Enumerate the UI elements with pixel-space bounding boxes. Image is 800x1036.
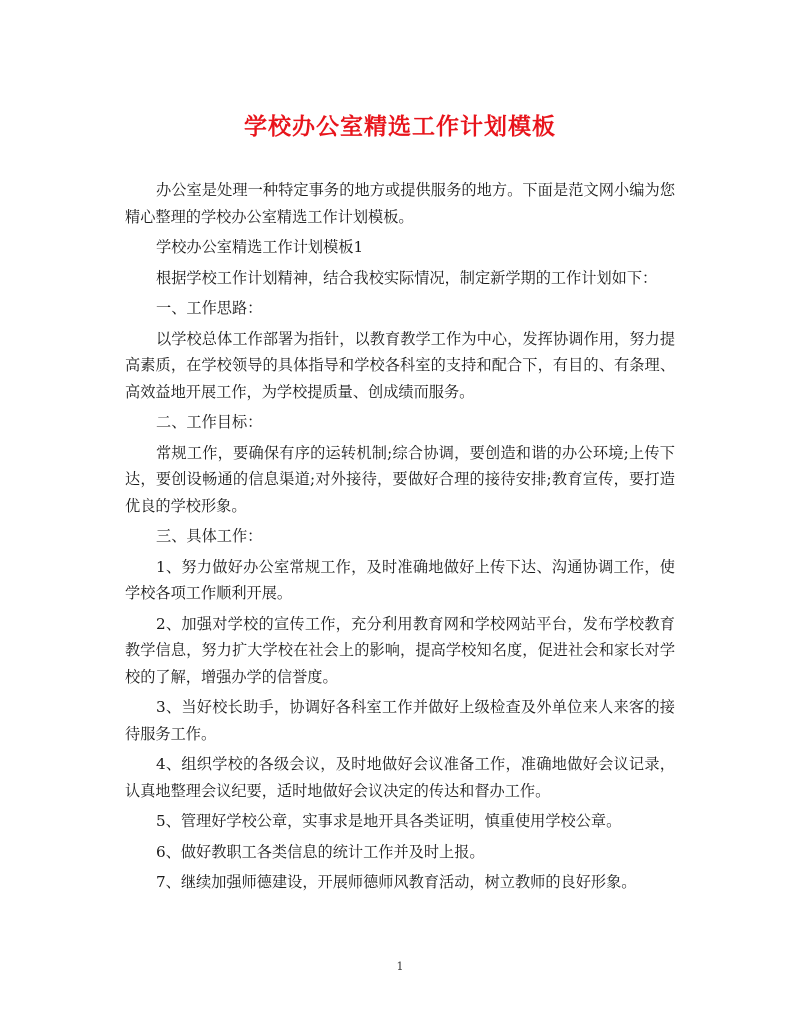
list-item-4: 4、组织学校的各级会议，及时地做好会议准备工作，准确地做好会议记录，认真地整理会议纪要，适时地做好会议决定的传达和督办工作。 xyxy=(125,755,675,800)
paragraph-work-goal: 常规工作，要确保有序的运转机制;综合协调，要创造和谐的办公环境;上传下达，要创设畅通的信息渠道;对外接待，要做好合理的接待安排;教育宣传，要打造优良的学校形象。 xyxy=(125,443,675,515)
list-item-6: 6、做好教职工各类信息的统计工作并及时上报。 xyxy=(156,842,485,861)
paragraph-intro: 办公室是处理一种特定事务的地方或提供服务的地方。下面是范文网小编为您精心整理的学校办公室精选工作计划模板。 xyxy=(125,181,675,226)
section-heading-1: 一、工作思路： xyxy=(156,299,263,317)
document-title: 学校办公室精选工作计划模板 xyxy=(244,114,556,140)
list-item-1: 1、努力做好办公室常规工作，及时准确地做好上传下达、沟通协调工作，使学校各项工作顺利开展。 xyxy=(125,557,675,602)
list-item-3: 3、当好校长助手，协调好各科室工作并做好上级检查及外单位来人来客的接待服务工作。 xyxy=(125,698,675,743)
paragraph-preface: 根据学校工作计划精神，结合我校实际情况，制定新学期的工作计划如下： xyxy=(156,268,658,287)
page-number: 1 xyxy=(396,960,404,973)
section-heading-3: 三、具体工作： xyxy=(156,527,263,545)
paragraph-subtitle: 学校办公室精选工作计划模板1 xyxy=(156,238,364,256)
document-body xyxy=(125,177,675,900)
list-item-7: 7、继续加强师德建设，开展师德师风教育活动，树立教师的良好形象。 xyxy=(156,873,637,891)
section-heading-2: 二、工作目标： xyxy=(156,413,263,431)
list-item-5: 5、管理好学校公章，实事求是地开具各类证明，慎重使用学校公章。 xyxy=(156,812,622,830)
list-item-2: 2、加强对学校的宣传工作，充分利用教育网和学校网站平台，发布学校教育教学信息，努力扩大学校在社会上的影响，提高学校知名度，促进社会和家长对学校的了解，增强办学的信誉度。 xyxy=(125,614,675,686)
paragraph-work-idea: 以学校总体工作部署为指针，以教育教学工作为中心，发挥协调作用，努力提高素质，在学校领导的具体指导和学校各科室的支持和配合下，有目的、有条理、高效益地开展工作，为学校提质量、创成绩而服务。 xyxy=(125,329,675,401)
